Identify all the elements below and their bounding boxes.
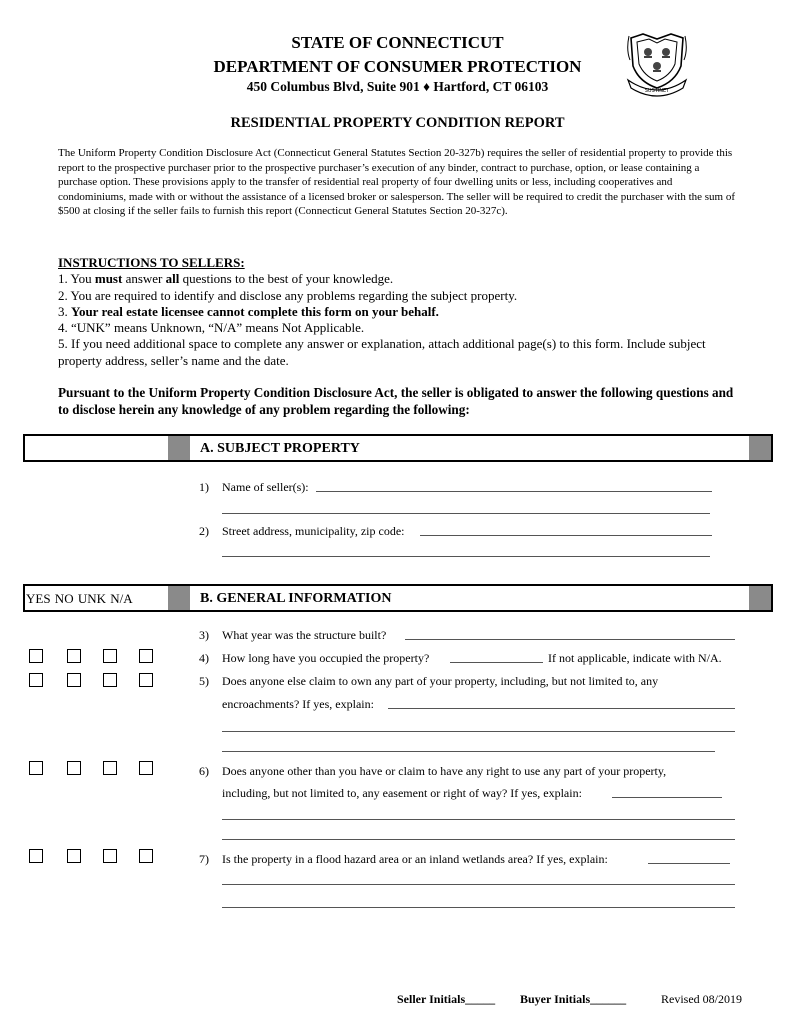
q5-answer-line-3[interactable]: [222, 751, 715, 752]
section-a-shade-left: [168, 436, 190, 460]
connecticut-seal-icon: [625, 30, 689, 98]
q4-yes-checkbox[interactable]: [29, 649, 43, 663]
agency-department: DEPARTMENT OF CONSUMER PROTECTION: [213, 57, 582, 76]
section-a-shade-right: [749, 436, 771, 460]
q5-label-line-2: encroachments? If yes, explain:: [222, 697, 374, 711]
q5-number: 5): [199, 674, 209, 688]
q7-answer-line-2[interactable]: [222, 884, 735, 885]
q6-yes-checkbox[interactable]: [29, 761, 43, 775]
q5-unk-checkbox[interactable]: [103, 673, 117, 687]
section-a-title: A. SUBJECT PROPERTY: [200, 441, 360, 456]
q3-number: 3): [199, 628, 209, 642]
instruction-item-1: 1. You must answer all questions to the best of your knowledge.: [58, 271, 394, 287]
q6-answer-line-3[interactable]: [222, 839, 735, 840]
instruction-item-4: 4. “UNK” means Unknown, “N/A” means Not Applicable.: [58, 320, 365, 336]
q1-answer-line-2[interactable]: [222, 513, 710, 514]
q4-na-checkbox[interactable]: [139, 649, 153, 663]
instructions-block: [58, 255, 748, 369]
q4-no-checkbox[interactable]: [67, 649, 81, 663]
instruction-item-3: 3. Your real estate licensee cannot complete this form on your behalf.: [58, 303, 439, 319]
q6-label-line-1: Does anyone other than you have or claim to have any right to use any part of your property,: [222, 764, 667, 778]
q6-na-checkbox[interactable]: [139, 761, 153, 775]
q2-answer-line-2[interactable]: [222, 556, 710, 557]
seller-initials-field[interactable]: Seller Initials_____: [397, 992, 496, 1006]
section-b-shade-right: [749, 586, 771, 610]
q7-na-checkbox[interactable]: [139, 849, 153, 863]
q7-label: Is the property in a flood hazard area or an inland wetlands area? If yes, explain:: [222, 852, 608, 866]
agency-state: STATE OF CONNECTICUT: [291, 33, 504, 52]
q6-unk-checkbox[interactable]: [103, 761, 117, 775]
q7-unk-checkbox[interactable]: [103, 849, 117, 863]
section-b-shade-left: [168, 586, 190, 610]
q4-label: How long have you occupied the property?: [222, 651, 430, 665]
q6-answer-line-2[interactable]: [222, 819, 735, 820]
q1-answer-line-1[interactable]: [316, 491, 712, 492]
q7-no-checkbox[interactable]: [67, 849, 81, 863]
q1-label: Name of seller(s):: [222, 480, 309, 494]
answer-column-headers: YES NO UNK N/A: [26, 591, 133, 606]
q2-number: 2): [199, 524, 209, 538]
q4-tail: If not applicable, indicate with N/A.: [548, 651, 722, 665]
q5-label-line-1: Does anyone else claim to own any part of your property, including, but not limited to, any: [222, 674, 659, 688]
q3-answer-line[interactable]: [405, 639, 735, 640]
q6-label-line-2: including, but not limited to, any easement or right of way? If yes, explain:: [222, 786, 582, 800]
q4-number: 4): [199, 651, 209, 665]
section-b-header: [23, 584, 773, 612]
q2-label: Street address, municipality, zip code:: [222, 524, 405, 538]
q6-number: 6): [199, 764, 209, 778]
q5-answer-line-2[interactable]: [222, 731, 735, 732]
agency-address: 450 Columbus Blvd, Suite 901 ♦ Hartford, CT 06103: [246, 79, 549, 94]
q5-na-checkbox[interactable]: [139, 673, 153, 687]
section-a-left-cell: [25, 436, 168, 460]
buyer-initials-field[interactable]: Buyer Initials______: [520, 992, 627, 1006]
q6-no-checkbox[interactable]: [67, 761, 81, 775]
form-title: RESIDENTIAL PROPERTY CONDITION REPORT: [230, 115, 565, 131]
instruction-item-5: 5. If you need additional space to complete any answer or explanation, attach additional page(s) to this form. Include subject property address, seller’s name and the date.: [58, 336, 706, 368]
section-a-header: [23, 434, 773, 462]
intro-paragraph: The Uniform Property Condition Disclosure Act (Connecticut General Statutes Section 20-327b) requires the seller of residential property to provide this report to the prospective purchaser prior to the prospective purchaser’s execution of any binder, contract to purchase, option, or lease containing a purchase option. These provisions apply to the transfer of residential real property of four dwelling units or less, including cooperatives and condominiums, made with or without the assistance of a licensed broker or salesperson. The seller will be required to credit the purchaser with the sum of $500 at closing if the seller fails to furnish this report (Connecticut General Statutes Section 20-327c).: [58, 147, 736, 218]
q5-answer-line-1[interactable]: [388, 708, 735, 709]
q5-yes-checkbox[interactable]: [29, 673, 43, 687]
q5-no-checkbox[interactable]: [67, 673, 81, 687]
q1-number: 1): [199, 480, 209, 494]
instructions-heading: INSTRUCTIONS TO SELLERS:: [58, 255, 245, 270]
q7-answer-line-1[interactable]: [648, 863, 730, 864]
seal-motto: SUSTINET: [644, 88, 670, 94]
q2-answer-line-1[interactable]: [420, 535, 712, 536]
revision-date: Revised 08/2019: [661, 992, 742, 1006]
q7-yes-checkbox[interactable]: [29, 849, 43, 863]
q7-answer-line-3[interactable]: [222, 907, 735, 908]
q4-answer-line[interactable]: [450, 662, 543, 663]
q6-answer-line-1[interactable]: [612, 797, 722, 798]
q4-unk-checkbox[interactable]: [103, 649, 117, 663]
q7-number: 7): [199, 852, 209, 866]
q3-label: What year was the structure built?: [222, 628, 387, 642]
instruction-item-2: 2. You are required to identify and disclose any problems regarding the subject property.: [58, 287, 518, 303]
section-b-title: B. GENERAL INFORMATION: [200, 591, 392, 606]
pursuant-statement: Pursuant to the Uniform Property Condition Disclosure Act, the seller is obligated to answer the following questions and to disclose herein any knowledge of any problem regarding the following:: [58, 385, 734, 417]
section-b-left-cell: [25, 586, 168, 610]
